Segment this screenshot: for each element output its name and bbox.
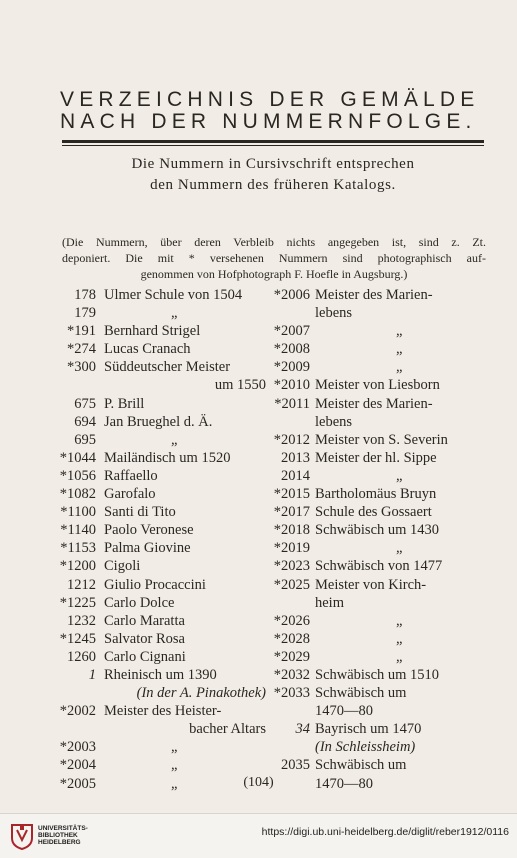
catalog-number: *1082 xyxy=(59,486,96,503)
catalog-entry xyxy=(266,684,488,702)
painting-description: Meister des Heister- xyxy=(104,703,222,720)
ditto-mark: „ xyxy=(171,757,178,774)
catalog-entry xyxy=(48,648,278,666)
catalog-entry xyxy=(48,431,278,449)
catalog-entry xyxy=(266,630,488,648)
painting-description: Meister von Kirch- xyxy=(315,576,427,593)
ditto-mark: „ xyxy=(396,648,403,665)
catalog-entry xyxy=(266,720,488,738)
painting-description: heim xyxy=(315,594,344,611)
catalog-number: *2032 xyxy=(273,666,310,683)
ditto-mark: „ xyxy=(396,467,403,484)
catalog-entry xyxy=(48,576,278,594)
painting-description: (In der A. Pinakothek) xyxy=(136,685,266,702)
catalog-number: *2019 xyxy=(273,540,310,557)
catalog-entry xyxy=(48,557,278,575)
painting-description: Cigoli xyxy=(104,558,141,575)
catalog-number: 1232 xyxy=(67,612,96,629)
catalog-number: 694 xyxy=(74,413,96,430)
catalog-entry xyxy=(48,503,278,521)
catalog-number: 178 xyxy=(74,287,96,303)
painting-description: Meister des Marien- xyxy=(315,287,433,303)
painting-description: Süddeutscher Meister xyxy=(104,359,231,376)
ditto-mark: „ xyxy=(396,540,403,557)
library-name-line: UNIVERSITÄTS- xyxy=(38,825,88,832)
painting-description: Schwäbisch um 1430 xyxy=(315,522,440,539)
catalog-entry xyxy=(48,485,278,503)
painting-description: Meister des Marien- xyxy=(315,395,433,412)
ditto-mark: „ xyxy=(171,739,178,756)
catalog-number: *2018 xyxy=(273,522,310,539)
catalog-number: *2004 xyxy=(59,757,96,774)
catalog-entry xyxy=(48,467,278,485)
ditto-mark: „ xyxy=(171,305,178,322)
catalog-entry xyxy=(48,376,278,394)
painting-description: Rheinisch um 1390 xyxy=(104,666,217,683)
catalog-entry xyxy=(266,467,488,485)
painting-description: Raffaello xyxy=(104,467,158,484)
painting-description: um 1550 xyxy=(214,377,266,394)
catalog-entry xyxy=(266,431,488,449)
painting-description: Palma Giovine xyxy=(104,540,191,557)
catalog-entry xyxy=(48,756,278,774)
catalog-number: *2011 xyxy=(274,395,310,412)
footer-bar xyxy=(0,813,517,858)
painting-description: 1470—80 xyxy=(315,703,373,720)
painting-description: Mailändisch um 1520 xyxy=(104,449,231,466)
catalog-entry xyxy=(48,684,278,702)
double-rule-thin xyxy=(62,145,484,146)
catalog-number: *1225 xyxy=(59,594,96,611)
page-number: (104) xyxy=(243,775,274,790)
catalog-entry xyxy=(266,557,488,575)
painting-description: lebens xyxy=(315,413,353,430)
ditto-mark: „ xyxy=(171,431,178,448)
catalog-entry xyxy=(266,304,488,322)
catalog-entry xyxy=(48,521,278,539)
catalog-number: 675 xyxy=(74,395,96,412)
painting-description: (In Schleissheim) xyxy=(315,739,416,756)
library-name-line: BIBLIOTHEK xyxy=(38,832,78,839)
catalog-number: 2014 xyxy=(281,467,310,484)
painting-description: Schwäbisch um xyxy=(315,757,407,774)
catalog-entry xyxy=(48,322,278,340)
catalog-entry xyxy=(48,449,278,467)
catalog-number: *1153 xyxy=(60,540,96,557)
catalog-number: *191 xyxy=(67,323,96,340)
catalog-number: *2025 xyxy=(273,576,310,593)
painting-description: Santi di Tito xyxy=(104,504,176,521)
painting-description: 1470—80 xyxy=(315,775,373,792)
catalog-entry xyxy=(266,358,488,376)
catalog-number: *300 xyxy=(67,359,96,376)
catalog-number: *2017 xyxy=(273,504,310,521)
catalog-entry xyxy=(48,304,278,322)
catalog-entry xyxy=(266,666,488,684)
catalog-number: *2012 xyxy=(273,431,310,448)
painting-description: Carlo Maratta xyxy=(104,612,185,629)
source-url-link[interactable]: https://digi.ub.uni-heidelberg.de/diglit/reber1912/0116 xyxy=(261,826,509,838)
painting-description: Bartholomäus Bruyn xyxy=(315,486,437,503)
catalog-entry xyxy=(48,340,278,358)
catalog-number: *274 xyxy=(67,341,96,358)
catalog-entry xyxy=(266,286,488,304)
library-name-line: HEIDELBERG xyxy=(38,839,81,846)
catalog-entry xyxy=(48,286,278,304)
title-line-1: VERZEICHNIS DER GEMÄLDE xyxy=(60,88,480,111)
catalog-number: *2026 xyxy=(273,612,310,629)
note-line: genommen von Hofphotograph F. Hoefle in Augsburg.) xyxy=(140,267,408,281)
catalog-number: *2002 xyxy=(59,703,96,720)
ditto-mark: „ xyxy=(396,359,403,376)
catalog-entry xyxy=(266,395,488,413)
catalog-entry xyxy=(48,594,278,612)
painting-description: Carlo Cignani xyxy=(104,648,186,665)
painting-description: Jan Brueghel d. Ä. xyxy=(104,413,213,430)
catalog-entry xyxy=(266,521,488,539)
note-paragraph xyxy=(62,234,486,282)
painting-description: P. Brill xyxy=(104,395,145,412)
catalog-number: *2006 xyxy=(273,287,310,303)
catalog-entry xyxy=(266,503,488,521)
catalog-number: *1200 xyxy=(59,558,96,575)
left-column xyxy=(48,286,278,793)
catalog-number: 1212 xyxy=(67,576,96,593)
painting-description: Schwäbisch um 1510 xyxy=(315,666,440,683)
catalog-entry xyxy=(48,666,278,684)
catalog-number: 34 xyxy=(295,721,310,738)
catalog-entry xyxy=(266,340,488,358)
painting-description: Schule des Gossaert xyxy=(315,504,432,521)
catalog-number: *2010 xyxy=(273,377,310,394)
catalog-entry xyxy=(266,702,488,720)
catalog-number: 1260 xyxy=(67,648,96,665)
catalog-number: *2007 xyxy=(273,323,310,340)
catalog-entry xyxy=(48,395,278,413)
ditto-mark: „ xyxy=(171,775,178,792)
note-line: deponiert. Die mit * versehenen Nummern sind photographisch auf- xyxy=(62,251,486,265)
catalog-entry xyxy=(48,358,278,376)
painting-description: Meister der hl. Sippe xyxy=(315,449,437,466)
painting-description: bacher Altars xyxy=(189,721,266,738)
painting-description: Paolo Veronese xyxy=(104,522,194,539)
painting-description: Schwäbisch um xyxy=(315,685,407,702)
catalog-number: 2035 xyxy=(281,757,310,774)
catalog-number: *1056 xyxy=(59,467,96,484)
right-column xyxy=(266,286,488,793)
ditto-mark: „ xyxy=(396,341,403,358)
catalog-entry xyxy=(266,612,488,630)
subheading-line-2: den Nummern des früheren Katalogs. xyxy=(150,177,396,193)
painting-description: Bayrisch um 1470 xyxy=(315,721,422,738)
catalog-number: 695 xyxy=(74,431,96,448)
painting-description: lebens xyxy=(315,305,353,322)
catalog-entry xyxy=(48,738,278,756)
catalog-entry xyxy=(266,539,488,557)
catalog-entry xyxy=(266,576,488,594)
painting-description: Meister von Liesborn xyxy=(315,377,440,394)
catalog-entry xyxy=(266,738,488,756)
catalog-number: *2005 xyxy=(59,775,96,792)
catalog-entry xyxy=(48,413,278,431)
library-name xyxy=(38,825,88,846)
title-line-2: NACH DER NUMMERNFOLGE. xyxy=(60,110,477,133)
catalog-entry xyxy=(266,594,488,612)
double-rule-thick xyxy=(62,140,484,143)
university-seal-icon[interactable] xyxy=(8,822,36,850)
catalog-number: *1245 xyxy=(59,630,96,647)
catalog-entry xyxy=(266,376,488,394)
ditto-mark: „ xyxy=(396,323,403,340)
painting-description: Salvator Rosa xyxy=(104,630,185,647)
catalog-entry xyxy=(266,413,488,431)
catalog-number: *2008 xyxy=(273,341,310,358)
catalog-entry xyxy=(266,322,488,340)
catalog-entry xyxy=(266,756,488,774)
painting-description: Carlo Dolce xyxy=(104,594,175,611)
catalog-entry xyxy=(266,648,488,666)
catalog-entry xyxy=(48,702,278,720)
catalog-entry xyxy=(266,449,488,467)
painting-description: Bernhard Strigel xyxy=(104,323,201,340)
painting-description: Meister von S. Severin xyxy=(315,431,448,448)
catalog-number: *2009 xyxy=(273,359,310,376)
ditto-mark: „ xyxy=(396,612,403,629)
catalog-entry xyxy=(48,612,278,630)
catalog-number: 1 xyxy=(88,666,96,683)
catalog-entry xyxy=(48,630,278,648)
catalog-entry xyxy=(48,720,278,738)
catalog-number: *1140 xyxy=(60,522,96,539)
catalog-number: *2023 xyxy=(273,558,310,575)
note-line: (Die Nummern, über deren Verbleib nichts angegeben ist, sind z. Zt. xyxy=(62,235,486,249)
catalog-number: *2015 xyxy=(273,486,310,503)
painting-description: Giulio Procaccini xyxy=(104,576,206,593)
catalog-entry xyxy=(48,539,278,557)
catalog-number: 2013 xyxy=(281,449,310,466)
painting-description: Lucas Cranach xyxy=(104,341,191,358)
painting-description: Ulmer Schule von 1504 xyxy=(104,287,243,303)
catalog-number: *2029 xyxy=(273,648,310,665)
subheading-line-1: Die Nummern in Cursivschrift entsprechen xyxy=(131,156,415,172)
catalog-number: *1100 xyxy=(60,504,96,521)
ditto-mark: „ xyxy=(396,630,403,647)
catalog-number: *2003 xyxy=(59,739,96,756)
painting-description: Schwäbisch von 1477 xyxy=(315,558,443,575)
catalog-number: *2028 xyxy=(273,630,310,647)
catalog-number: *2033 xyxy=(273,685,310,702)
catalog-number: 179 xyxy=(74,305,96,322)
painting-description: Garofalo xyxy=(104,486,156,503)
catalog-number: *1044 xyxy=(59,449,96,466)
catalog-entry xyxy=(266,485,488,503)
